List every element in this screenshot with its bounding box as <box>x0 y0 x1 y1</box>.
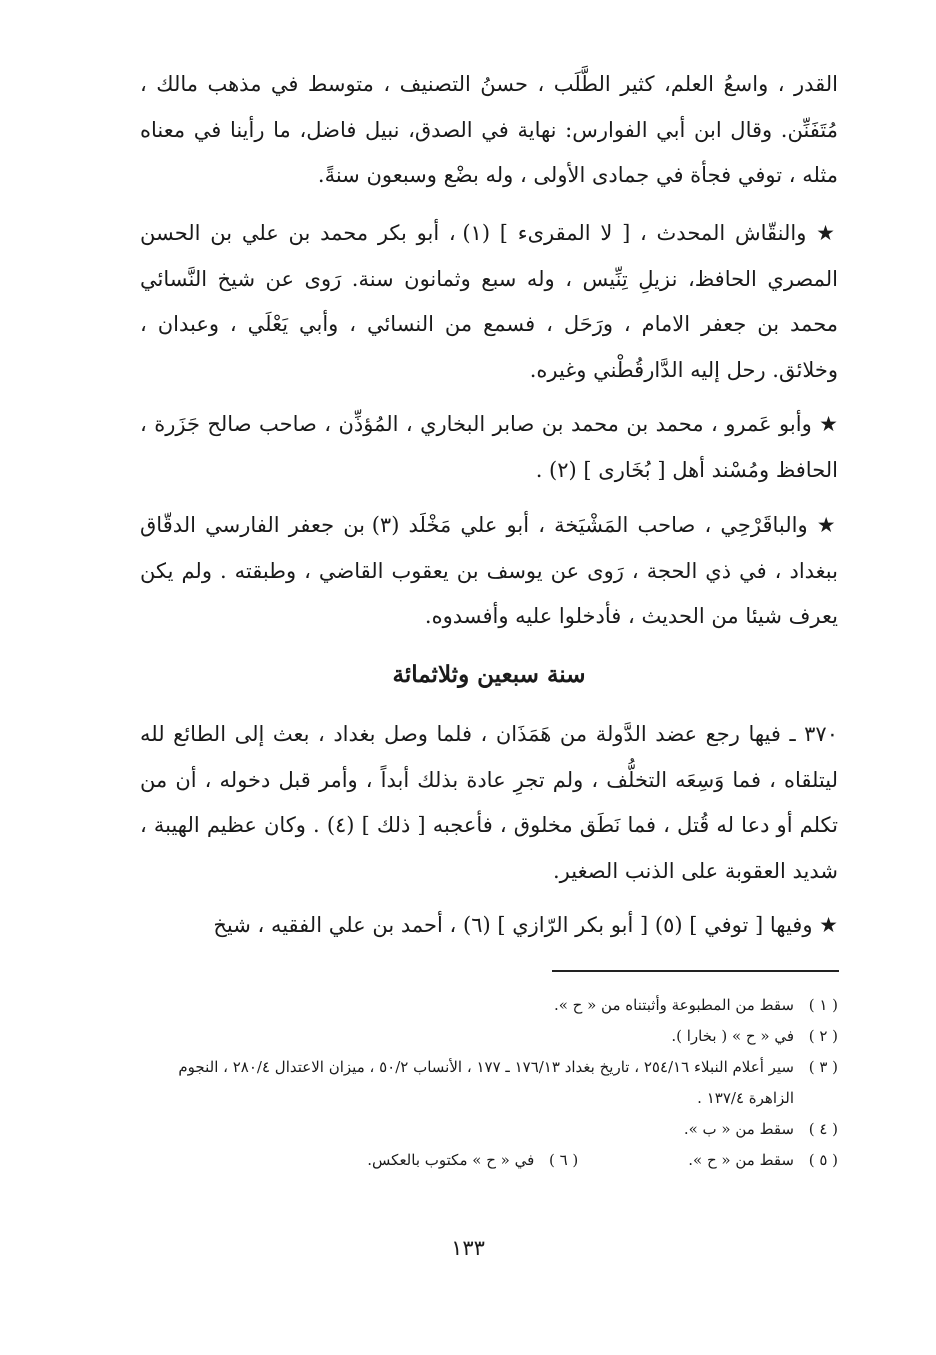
footnote-4 <box>140 1114 838 1145</box>
page-number: ١٣٣ <box>451 1236 485 1260</box>
footnote-2 <box>140 1021 838 1052</box>
footnote-text: سقط من المطبوعة وأثبتناه من « ح ». <box>553 996 794 1014</box>
footnote-number: ( ٦ ) <box>548 1151 579 1169</box>
footnote-6 <box>367 1145 578 1176</box>
footnote-number: ( ٣ ) <box>808 1058 838 1076</box>
footnote-text: سقط من « ح ». <box>688 1151 794 1169</box>
footnote-text: سير أعلام النبلاء ٢٥٤/١٦ ، تاريخ بغداد ١٧٦/١٣ ـ ١٧٧ ، الأنساب ٥٠/٢ ، ميزان الاعتدال ٢٨٠/٤ ، النجوم الزاهرة ١٣٧/٤ . <box>178 1058 794 1107</box>
footnote-text: في « ح » مكتوب بالعكس. <box>367 1151 535 1169</box>
paragraph-intro: القدر ، واسعُ العلم، كثير الطَّلَب ، حسنُ التصنيف ، متوسط في مذهب مالك ، مُتَفَنِّن. وقال ابن أبي الفوارس: نهاية في الصدق، نبيل فاضل، ما رأينا في معناه مثله ، توفي فجأة في جمادى الأولى ، وله بضْع وسبعون سنةً. <box>140 72 838 187</box>
footnote-5 <box>688 1145 838 1176</box>
footnote-3 <box>140 1052 838 1114</box>
paragraph-razi: ★ وفيها [ توفي ] (٥) [ أبو بكر الرّازي ] (٦) ، أحمد بن علي الفقيه ، شيخ <box>213 913 838 937</box>
footnote-divider <box>552 970 839 972</box>
footnote-number: ( ١ ) <box>808 996 838 1014</box>
footnote-row-5-6 <box>140 1145 838 1176</box>
footnotes <box>140 990 838 1176</box>
paragraph-year-370: ٣٧٠ ـ فيها رجع عضد الدَّولة من هَمَذَان ، فلما وصل بغداد ، بعث إلى الطائع لله ليتلقاه ، فما وَسِعَه التخلُّف ، ولم تجرِ عادة بذلك أبداً ، وأمر قبل دخوله ، أن من تكلم أو دعا له قُتل ، فما نَطَق مخلوق ، فأعجبه [ ذلك ] (٤) . وكان عظيم الهيبة ، شديد العقوبة على الذنب الصغير. <box>140 722 838 883</box>
paragraph-abu-amr: ★ وأبو عَمرو ، محمد بن محمد بن صابر البخاري ، المُؤذِّن ، صاحب صالح جَزَرة ، الحافظ ومُسْند أهل [ بُخَارى ] (٢) . <box>140 412 838 482</box>
footnote-number: ( ٥ ) <box>808 1151 838 1169</box>
footnote-1 <box>140 990 838 1021</box>
footnote-text: سقط من « ب ». <box>683 1120 794 1138</box>
paragraph-naqqash: ★ والنقّاش المحدث ، [ لا المقرىء ] (١) ، أبو بكر محمد بن علي بن الحسن المصري الحافظ، نزيلِ تِنِّيس ، وله سبع وثمانون سنة. رَوى عن شيخ النَّسائي محمد بن جعفر الامام ، ورَحَل ، فسمع من النسائي ، وأبي يَعْلَي ، وعبدان ، وخلائق. رحل إليه الدَّارقُطْني وغيره. <box>140 221 838 382</box>
paragraph-baqarhi: ★ والباقَرْحِي ، صاحب المَشْيَخة ، أبو علي مَخْلَد (٣) بن جعفر الفارسي الدقّاق ببغداد ، في ذي الحجة ، رَوى عن يوسف بن يعقوب القاضي ، وطبقته . ولم يكن يعرف شيئا من الحديث ، فأدخلوا عليه وأفسدوه. <box>140 513 838 628</box>
footnote-text: في « ح » ( بخارا ). <box>671 1027 794 1045</box>
section-heading: سنة سبعين وثلاثمائة <box>392 661 586 688</box>
footnote-number: ( ٢ ) <box>808 1027 838 1045</box>
footnote-number: ( ٤ ) <box>808 1120 838 1138</box>
